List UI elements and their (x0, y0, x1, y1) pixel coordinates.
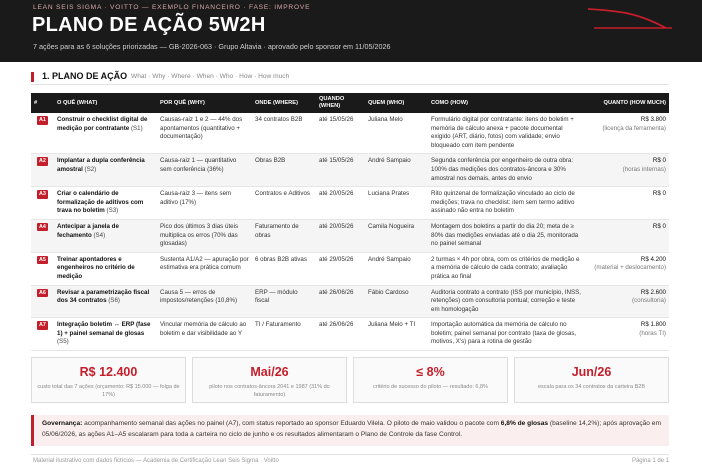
governance-text-2: (baseline 14,2%); após aprovação em 05/06/2026, as ações A1–A5 escalaram para toda a carteira no ciclo de junho e os resultados alimentaram o Plano de Controle da fase Control. (42, 420, 661, 438)
action-id-badge: A3 (39, 191, 46, 198)
cell-how-much (586, 219, 669, 252)
table-row (31, 219, 669, 252)
solution-code: (S6) (108, 297, 120, 305)
action-id-badge: A5 (39, 256, 46, 263)
solution-code: (S2) (84, 165, 97, 173)
cost-value: R$ 1.800 (640, 321, 666, 329)
cell-who: Fábio Cardoso (365, 285, 428, 318)
cell-who: André Sampaio (365, 154, 428, 187)
cell-how: Rito quinzenal de formalização vinculado ao ciclo de medições; trava no checklist: item sem termo aditivo assinado não entra no boletim (428, 187, 586, 220)
cell-what (54, 154, 157, 187)
kpi-strip (31, 357, 669, 403)
table-row (31, 285, 669, 318)
action-title: Criar o calendário de formalização de aditivos com trava no boletim (57, 190, 144, 215)
governance-text-1: acompanhamento semanal das ações no painel (A7), com status reportado ao sponsor Eduardo Vilela. O piloto de maio validou o pacote com (82, 420, 501, 427)
action-title: Treinar apontadores e engenheiros no critério de medição (57, 255, 135, 280)
cost-note: (material + deslocamento) (594, 264, 666, 272)
action-id-badge: A4 (39, 223, 46, 230)
table-row (31, 187, 669, 220)
cost-note: (horas TI) (639, 329, 666, 337)
action-id-badge: A6 (39, 289, 46, 296)
kpi-card-total-cost (31, 357, 186, 403)
cell-where: Faturamento de obras (252, 219, 316, 252)
table-row (31, 252, 669, 285)
kpi-label: critério de sucesso do piloto — resultado: 6,8% (373, 384, 488, 390)
cell-who: Juliana Melo (365, 113, 428, 154)
action-title: Antecipar a janela de fechamento (57, 222, 119, 239)
cell-why: Sustenta A1/A2 — apuração por estimativa era prática comum (157, 252, 252, 285)
decorative-curve-icon (586, 8, 672, 30)
cell-when: até 26/06/26 (316, 285, 365, 318)
section-title: 1. PLANO DE AÇÃO (42, 71, 128, 81)
cell-where: TI / Faturamento (252, 318, 316, 351)
col-header-who: QUEM (WHO) (365, 93, 428, 113)
cell-when: até 15/05/26 (316, 113, 365, 154)
table-row (31, 113, 669, 154)
cell-who: Luciana Prates (365, 187, 428, 220)
action-title: Implantar a dupla conferência amostral (57, 157, 145, 173)
cell-how-much (586, 154, 669, 187)
cell-when: até 26/06/26 (316, 318, 365, 351)
cell-what (54, 252, 157, 285)
section-heading (31, 70, 669, 85)
col-header-why: POR QUÊ (WHY) (157, 93, 252, 113)
cell-id (31, 154, 54, 187)
cell-where: Contratos e Aditivos (252, 187, 316, 220)
cost-value: R$ 3.800 (640, 116, 666, 123)
kpi-label: escala para os 34 contratos da carteira B2B (537, 384, 645, 390)
kpi-card-scale (514, 357, 669, 403)
page-header (0, 0, 702, 62)
col-header-where: ONDE (WHERE) (252, 93, 316, 113)
cost-note: (licença da ferramenta) (602, 124, 666, 132)
governance-label: Governança: (42, 420, 83, 427)
cell-where: 6 obras B2B ativas (252, 252, 316, 285)
kpi-value: R$ 12.400 (79, 365, 138, 379)
table-header-row (31, 93, 669, 113)
cost-value: R$ 0 (652, 222, 666, 230)
footer-disclaimer: Material ilustrativo com dados fictícios — Academia de Certificação Lean Seis Sigma · Voitto (33, 458, 279, 464)
cell-how-much (586, 285, 669, 318)
cost-note: (consultoria) (631, 297, 666, 305)
cell-why: Causas-raiz 1 e 2 — 44% dos apontamentos (quantitativo + documentação) (157, 113, 252, 154)
cell-what (54, 187, 157, 220)
col-header-how-much: QUANTO (HOW MUCH) (586, 93, 669, 113)
cell-what (54, 113, 157, 154)
cell-when: até 20/05/26 (316, 187, 365, 220)
solution-code: (S5) (57, 338, 69, 346)
cost-value: R$ 4.200 (640, 255, 666, 263)
cell-how-much (586, 113, 669, 154)
cell-how-much (586, 252, 669, 285)
cell-who: Camila Nogueira (365, 219, 428, 252)
cell-how: Montagem dos boletins a partir do dia 20; meta de ≥ 80% das medições enviadas até o dia 25, monitorada no painel semanal (428, 219, 586, 252)
kpi-card-pilot (192, 357, 347, 403)
col-header-how: COMO (HOW) (428, 93, 586, 113)
cost-note: (horas internas) (622, 165, 666, 173)
action-id-badge: A1 (39, 117, 46, 123)
table-row (31, 154, 669, 187)
cell-why: Causa-raiz 1 — quantitativo sem conferência (36%) (157, 154, 252, 187)
cell-how-much (586, 318, 669, 351)
governance-highlight: 6,8% de glosas (500, 420, 549, 427)
solution-code: (S1) (130, 124, 143, 132)
cell-where: 34 contratos B2B (252, 113, 316, 154)
cell-where: ERP — módulo fiscal (252, 285, 316, 318)
cost-value: R$ 0 (652, 190, 666, 198)
action-title: Revisar a parametrização fiscal dos 34 contratos (57, 288, 150, 305)
cell-who: Juliana Melo + TI (365, 318, 428, 351)
kpi-label: piloto nos contratos-âncora 2041 e 1987 (31% do faturamento) (209, 384, 330, 398)
cell-how: Formulário digital por contratante: itens do boletim + memória de cálculo anexa + pacote documental exigido (ART, diário, fotos) com validade; envio bloqueado com item pendente (428, 113, 586, 154)
cell-id (31, 113, 54, 154)
col-header-when: QUANDO (WHEN) (316, 93, 365, 113)
kpi-card-success-criterion (353, 357, 508, 403)
page-footer (31, 454, 669, 464)
cell-when: até 15/05/26 (316, 154, 365, 187)
cell-how: Segunda conferência por engenheiro de outra obra: 100% das medições dos contratos-âncora e 30% amostral nos demais, antes do envio (428, 154, 586, 187)
cell-why: Vincular memória de cálculo ao boletim e dar visibilidade ao Y (157, 318, 252, 351)
cell-how: Auditoria contrato a contrato (ISS por município, INSS, retenções) com consultoria pontual; correção e teste em homologação (428, 285, 586, 318)
solution-code: (S3) (106, 207, 119, 215)
governance-note (31, 415, 669, 446)
cell-id (31, 318, 54, 351)
cell-what (54, 285, 157, 318)
kpi-label: custo total das 7 ações (orçamento: R$ 15.000 — folga de 17%) (37, 384, 180, 398)
action-plan-table (31, 93, 669, 351)
cell-id (31, 252, 54, 285)
cost-value: R$ 0 (652, 157, 666, 165)
action-title: Integração boletim ↔ ERP (fase 1) + painel semanal de glosas (57, 321, 151, 337)
action-title: Construir o checklist digital de medição por contratante (57, 116, 148, 132)
cell-when: até 20/05/26 (316, 219, 365, 252)
cost-value: R$ 2.600 (640, 288, 666, 296)
page-title: PLANO DE AÇÃO 5W2H (32, 14, 266, 36)
footer-page-number: Página 1 de 1 (631, 458, 669, 464)
kpi-value: Mai/26 (250, 365, 289, 379)
cell-id (31, 219, 54, 252)
kpi-value: Jun/26 (571, 365, 612, 379)
cell-id (31, 285, 54, 318)
section-accent-bar (31, 72, 34, 82)
cell-how: 2 turmas × 4h por obra, com os critérios de medição e a memória de cálculo de cada contrato; avaliação prática ao final (428, 252, 586, 285)
cell-why: Pico dos últimos 3 dias úteis multiplica os erros (70% das glosadas) (157, 219, 252, 252)
action-id-badge: A2 (39, 158, 46, 165)
cell-how-much (586, 187, 669, 220)
cell-what (54, 318, 157, 351)
kpi-value: ≤ 8% (416, 365, 445, 379)
cell-how: Importação automática da memória de cálculo no boletim; painel semanal por contrato (taxa de glosas, motivos, X's) para a rotina de gestão (428, 318, 586, 351)
cell-why: Causa-raiz 3 — itens sem aditivo (17%) (157, 187, 252, 220)
cell-id (31, 187, 54, 220)
cell-where: Obras B2B (252, 154, 316, 187)
cell-why: Causa 5 — erros de impostos/retenções (10,8%) (157, 285, 252, 318)
cell-who: André Sampaio (365, 252, 428, 285)
action-id-badge: A7 (39, 322, 46, 329)
header-kicker: LEAN SEIS SIGMA · VOITTO — EXEMPLO FINANCEIRO · FASE: IMPROVE (33, 4, 311, 11)
table-row (31, 318, 669, 351)
section-subtitle: What · Why · Where · When · Who · How · How much (131, 73, 290, 80)
cell-when: até 29/05/26 (316, 252, 365, 285)
col-header-id: # (31, 93, 54, 113)
col-header-what: O QUÊ (WHAT) (54, 93, 157, 113)
page-subtitle: 7 ações para as 6 soluções priorizadas — GB-2026-063 · Grupo Altavia · aprovado pelo sponsor em 11/05/2026 (33, 42, 391, 51)
cell-what (54, 219, 157, 252)
solution-code: (S4) (93, 231, 106, 239)
